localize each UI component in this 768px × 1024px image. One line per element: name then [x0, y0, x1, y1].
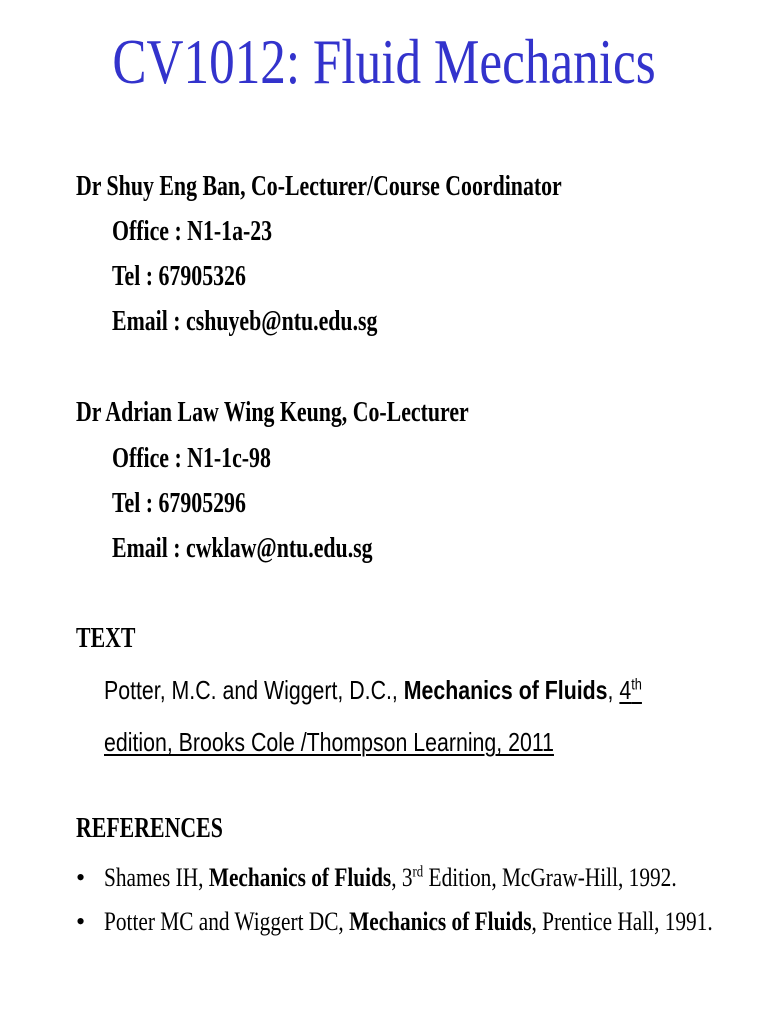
- page-title: CV1012: Fluid Mechanics: [112, 26, 656, 97]
- bullet-icon: •: [76, 907, 86, 936]
- text-book-title: Mechanics of Fluids: [403, 675, 608, 705]
- lecturer-1-office: Office : N1-1a-23: [112, 216, 273, 247]
- reference-book-title: Mechanics of Fluids: [208, 863, 392, 892]
- text-comma: ,: [607, 675, 620, 705]
- reference-book-title: Mechanics of Fluids: [349, 907, 532, 936]
- lecturer-2-tel: Tel : 67905296: [112, 488, 246, 519]
- text-authors: Potter, M.C. and Wiggert, D.C.,: [104, 675, 404, 705]
- lecturer-1-tel: Tel : 67905326: [112, 261, 246, 292]
- reference-item: Shames IH, Mechanics of Fluids, 3rd Edition, McGraw-Hill, 1992.: [104, 863, 677, 892]
- references-heading: REFERENCES: [76, 813, 223, 844]
- lecturer-2-email: Email : cwklaw@ntu.edu.sg: [112, 533, 373, 564]
- lecturer-2-name: Dr Adrian Law Wing Keung, Co-Lecturer: [76, 397, 469, 428]
- text-edition: 4th: [619, 675, 642, 705]
- lecturer-2-office: Office : N1-1c-98: [112, 443, 271, 474]
- text-citation-line-1: [104, 674, 760, 706]
- lecturer-1-name: Dr Shuy Eng Ban, Co-Lecturer/Course Coordinator: [76, 171, 562, 202]
- bullet-icon: •: [76, 863, 86, 892]
- text-citation-line-2: edition, Brooks Cole /Thompson Learning, 2011: [104, 727, 554, 757]
- lecturer-1-email: Email : cshuyeb@ntu.edu.sg: [112, 306, 378, 337]
- text-heading: TEXT: [76, 623, 136, 654]
- reference-item: Potter MC and Wiggert DC, Mechanics of Fluids, Prentice Hall, 1991.: [104, 907, 713, 936]
